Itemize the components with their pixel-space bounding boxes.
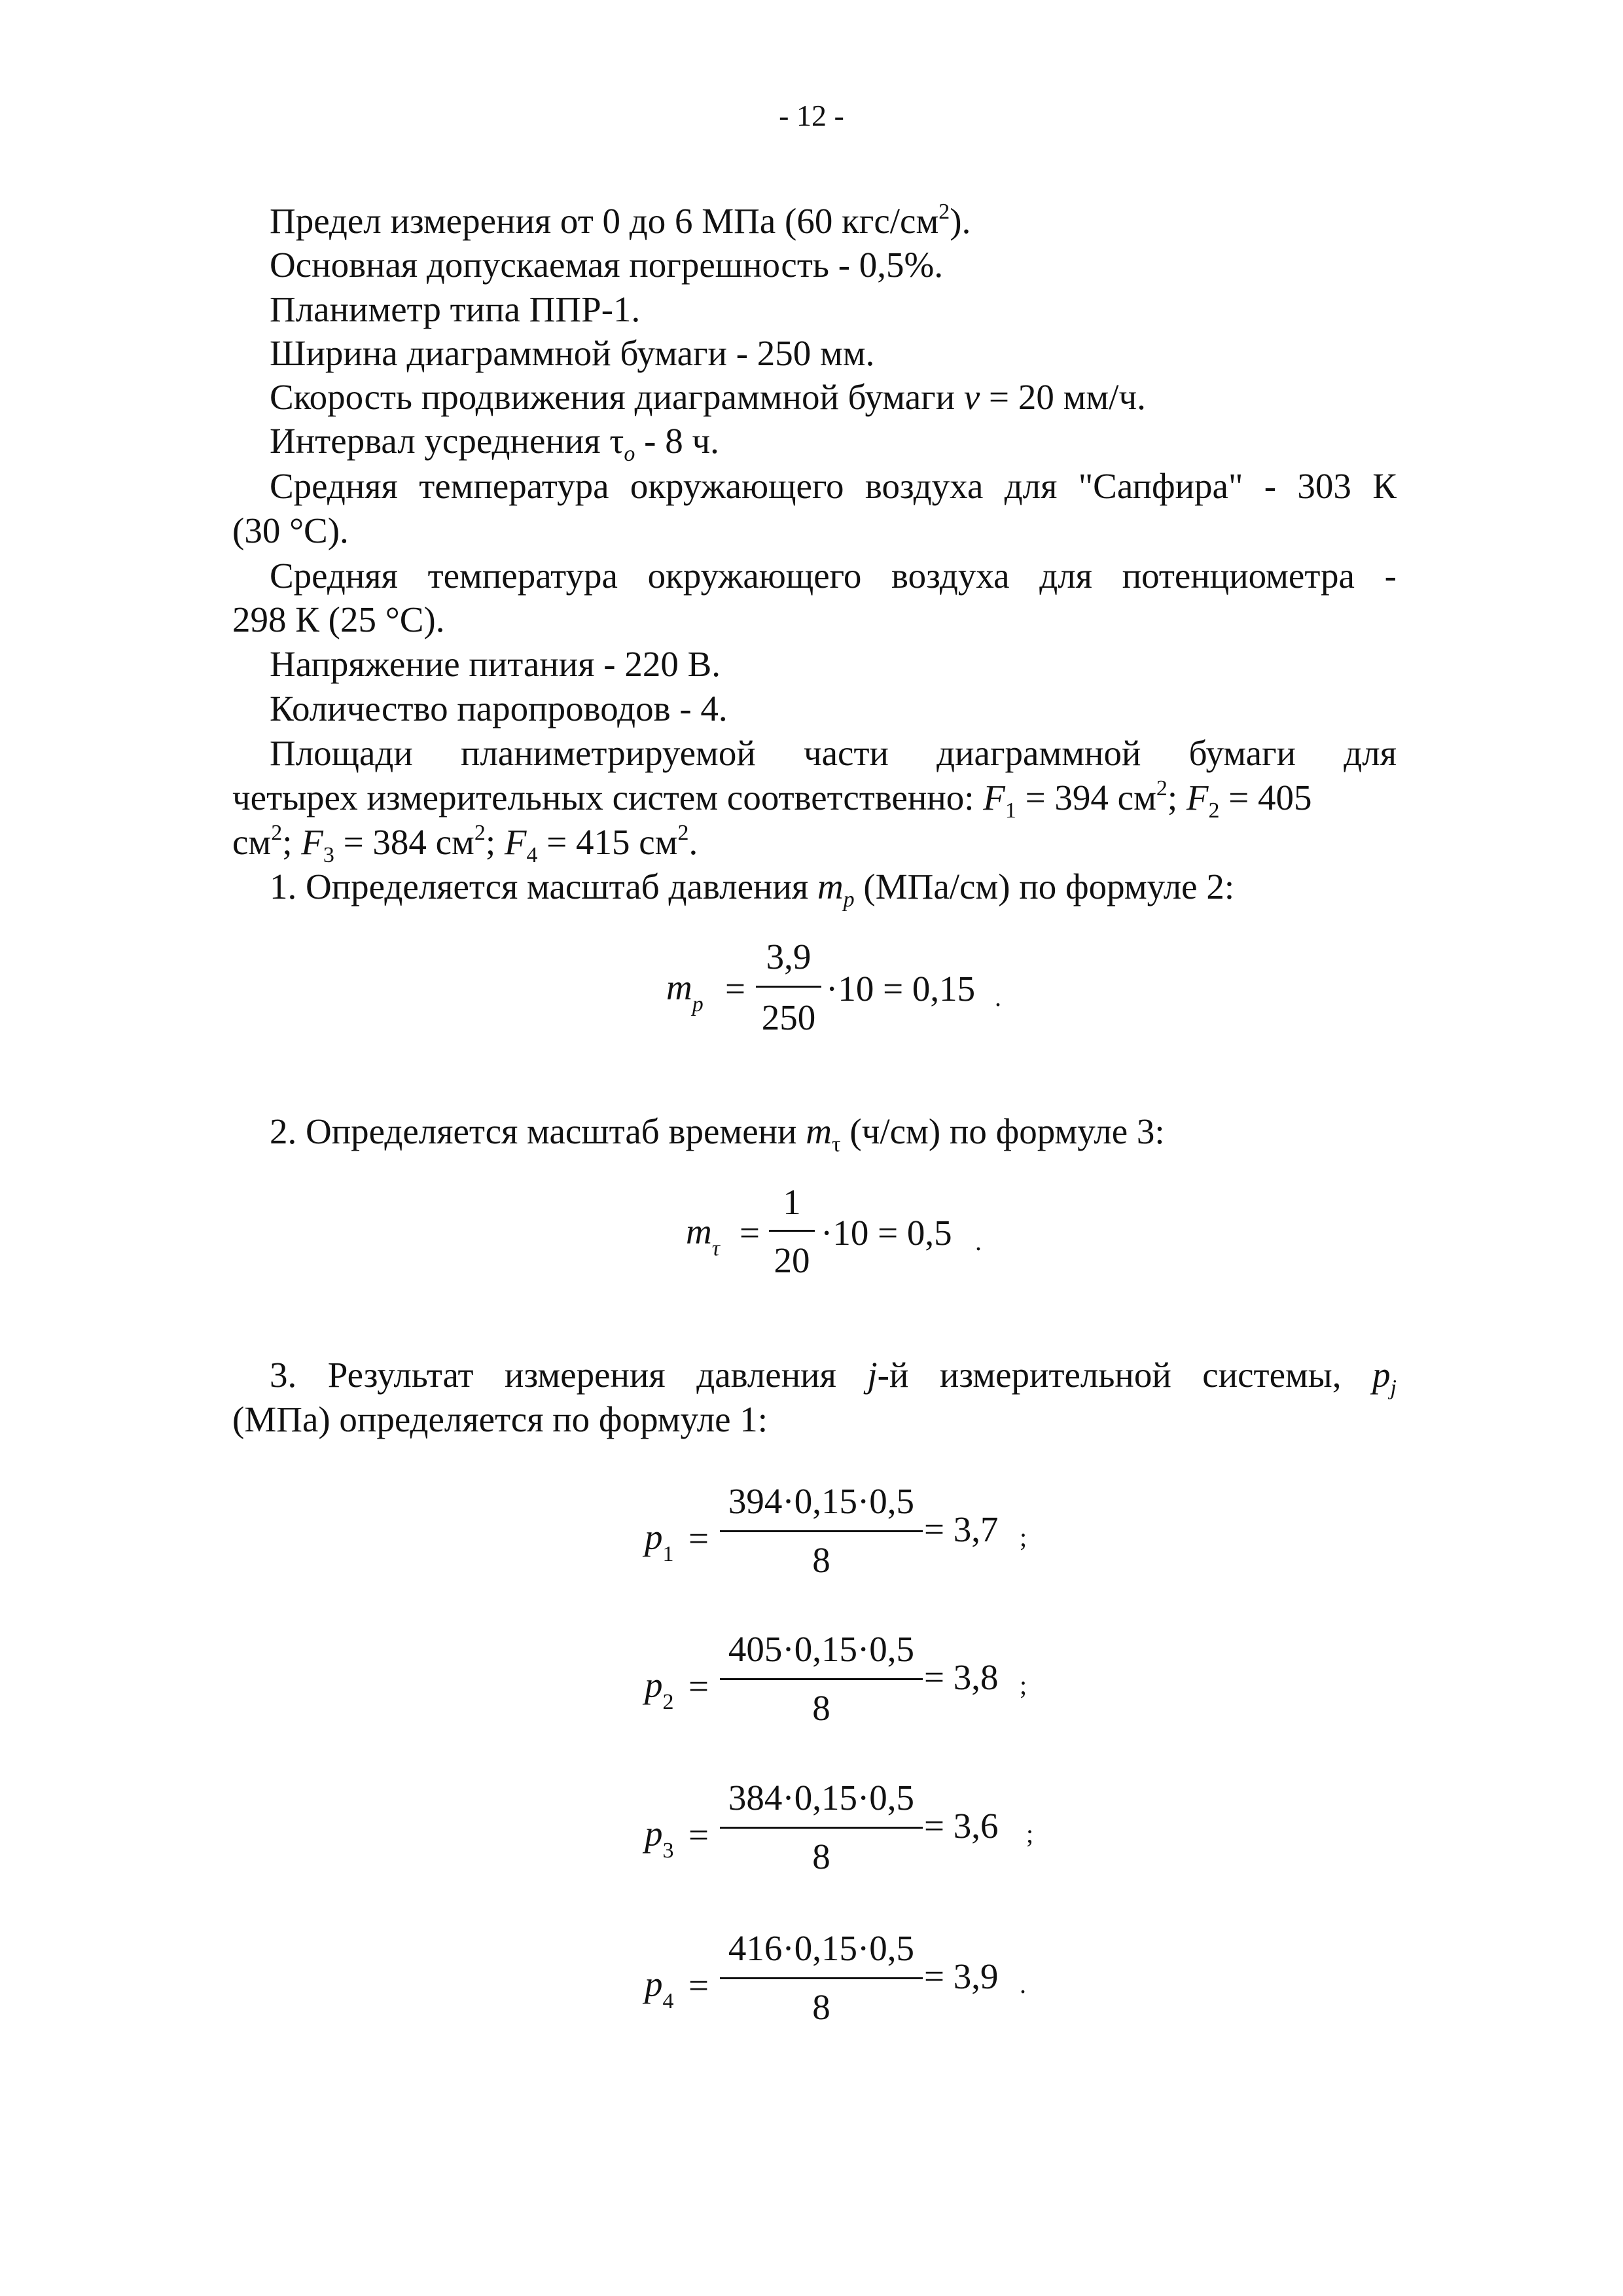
formula-denominator: 8 (812, 1688, 830, 1728)
spec-pipeline-count: Количество паропроводов - 4. (270, 689, 728, 728)
spec-areas: Площади планиметрируемой части диаграммной бумаги для (270, 733, 1397, 773)
formula-result: = 3,6 (924, 1806, 999, 1846)
formula-numerator: 394·0,15·0,5 (728, 1481, 915, 1521)
formula-denominator: 250 (761, 997, 816, 1037)
formula-eq: = (740, 1213, 760, 1253)
formula-lhs: $p_4$ (645, 1964, 674, 2013)
page-number: - 12 - (779, 99, 844, 132)
step-3-text-cont: (МПа) определяется по формуле 1: (232, 1399, 768, 1439)
formula-tail: ; (1026, 1819, 1034, 1848)
fraction-bar (756, 986, 821, 988)
formula-denominator: 8 (812, 1540, 830, 1580)
fraction-bar (720, 1530, 923, 1532)
spec-paper-speed: Скорость продвижения диаграммной бумаги v = 20 мм/ч. (270, 377, 1146, 417)
step-3-text: 3. Результат измерения давления j-й измерительной системы, $p_j$ (270, 1355, 1397, 1400)
formula-numerator: 416·0,15·0,5 (728, 1928, 915, 1968)
formula-result: = 3,9 (924, 1956, 999, 1996)
formula-lhs: $m_\tau$ (686, 1211, 720, 1261)
formula-eq: = (688, 1815, 709, 1855)
formula-denominator: 20 (774, 1240, 810, 1280)
formula-eq: = (688, 1518, 709, 1558)
spec-measurement-limit: Предел измерения от 0 до 6 МПа (60 кгс/$см^2$). (270, 200, 971, 241)
formula-lhs: $p_2$ (645, 1665, 674, 1714)
formula-tail: . (995, 982, 1001, 1012)
formula-eq: = (688, 1965, 709, 2005)
formula-result: = 3,8 (924, 1657, 999, 1697)
spec-temp-potentiometer-cont: 298 К (25 °С). (232, 600, 445, 639)
spec-areas-line3: $см^2$; $F_3 = 384$ $см^2$; $F_4 = 415$ $см^2$. (232, 821, 698, 867)
formula-denominator: 8 (812, 1987, 830, 2027)
formula-numerator: 405·0,15·0,5 (728, 1629, 915, 1669)
spec-planimeter: Планиметр типа ППР-1. (270, 289, 641, 329)
fraction-bar (720, 1678, 923, 1680)
formula-numerator: 384·0,15·0,5 (728, 1778, 915, 1818)
step-2-text: 2. Определяется масштаб времени $m_\tau$ (ч/см) по формуле 3: (270, 1111, 1165, 1157)
spec-temp-sapphire: Средняя температура окружающего воздуха для "Сапфира" - 303 К (270, 466, 1397, 506)
spec-supply-voltage: Напряжение питания - 220 В. (270, 644, 721, 684)
formula-result: ·10 = 0,5 (821, 1213, 952, 1253)
spec-averaging-interval: Интервал усреднения $\tau_o - 8$ ч. (270, 421, 719, 466)
formula-numerator: 1 (783, 1182, 801, 1222)
spec-temp-sapphire-cont: (30 °С). (232, 511, 349, 550)
spec-paper-width: Ширина диаграммной бумаги - 250 мм. (270, 333, 875, 373)
formula-lhs: $p_1$ (645, 1517, 674, 1566)
formula-tail: . (1020, 1969, 1026, 1999)
formula-tail: ; (1020, 1522, 1027, 1552)
formula-lhs: $m_p$ (666, 967, 704, 1016)
spec-areas-line2: четырех измерительных систем соответственно: $F_1 = 394$ $см^2$; $F_2 = 405$ (232, 776, 1312, 823)
fraction-bar (720, 1977, 923, 1979)
formula-lhs: $p_3$ (645, 1814, 674, 1863)
formula-result: ·10 = 0,15 (826, 969, 976, 1009)
fraction-bar (720, 1827, 923, 1829)
step-1-text: 1. Определяется масштаб давления $m_p$ (МПа/см) по формуле 2: (270, 867, 1235, 912)
formula-tail: . (975, 1227, 982, 1256)
spec-permissible-error: Основная допускаемая погрешность - 0,5%. (270, 245, 944, 285)
formula-eq: = (688, 1666, 709, 1706)
spec-temp-potentiometer: Средняя температура окружающего воздуха для потенциометра - (270, 556, 1397, 596)
formula-result: = 3,7 (924, 1509, 999, 1549)
formula-tail: ; (1020, 1670, 1027, 1700)
formula-eq: = (725, 969, 746, 1009)
formula-numerator: 3,9 (766, 937, 812, 977)
formula-denominator: 8 (812, 1837, 830, 1876)
fraction-bar (769, 1230, 815, 1232)
